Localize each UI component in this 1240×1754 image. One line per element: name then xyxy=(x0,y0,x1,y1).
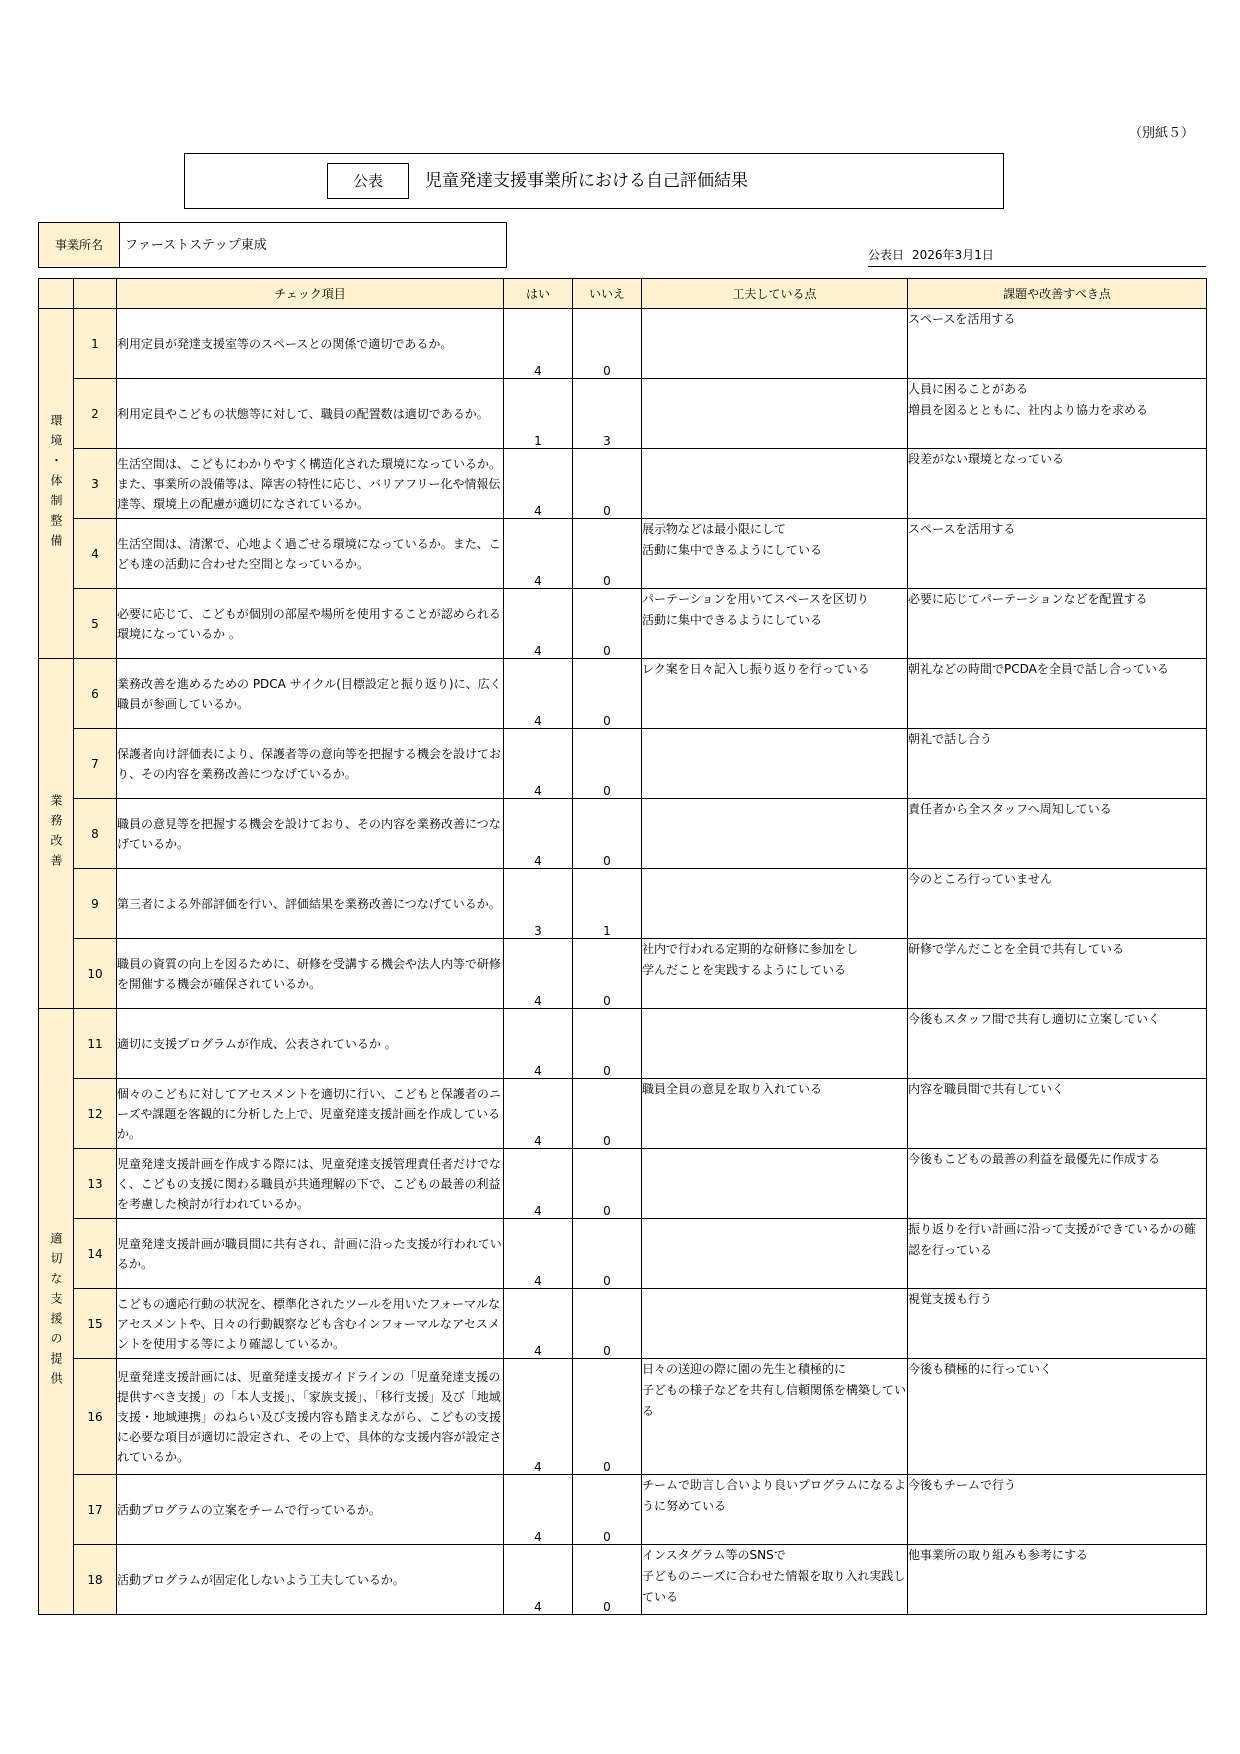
issues-text: 今後も積極的に行っていく xyxy=(908,1359,1207,1475)
issues-text: 研修で学んだことを全員で共有している xyxy=(908,939,1207,1009)
row-number: 3 xyxy=(74,449,117,519)
no-count: 0 xyxy=(573,659,642,729)
table-header-row xyxy=(39,279,1207,309)
table-row xyxy=(39,869,1207,939)
evaluation-table xyxy=(38,278,1207,1615)
publication-date-label: 公表日 xyxy=(868,248,905,262)
issues-text: 他事業所の取り組みも参考にする xyxy=(908,1545,1207,1615)
table-row xyxy=(39,309,1207,379)
good-points-text xyxy=(642,799,908,869)
yes-count: 4 xyxy=(504,1545,573,1615)
no-count: 0 xyxy=(573,1289,642,1359)
no-count: 0 xyxy=(573,1079,642,1149)
check-item-text: 保護者向け評価表により、保護者等の意向等を把握する機会を設けており、その内容を業務改善につなげているか。 xyxy=(117,729,504,799)
no-count: 0 xyxy=(573,729,642,799)
good-points-text: パーテーションを用いてスペースを区切り 活動に集中できるようにしている xyxy=(642,589,908,659)
table-row xyxy=(39,1545,1207,1615)
table-row xyxy=(39,1149,1207,1219)
issues-text: 振り返りを行い計画に沿って支援ができているかの確認を行っている xyxy=(908,1219,1207,1289)
no-count: 0 xyxy=(573,519,642,589)
issues-text: 人員に困ることがある 増員を図るとともに、社内より協力を求める xyxy=(908,379,1207,449)
issues-text: 内容を職員間で共有していく xyxy=(908,1079,1207,1149)
row-number: 18 xyxy=(74,1545,117,1615)
check-item-text: 生活空間は、清潔で、心地よく過ごせる環境になっているか。また、こども達の活動に合わせた空間となっているか。 xyxy=(117,519,504,589)
table-row xyxy=(39,1219,1207,1289)
good-points-text: 展示物などは最小限にして 活動に集中できるようにしている xyxy=(642,519,908,589)
check-item-text: 生活空間は、こどもにわかりやすく構造化された環境になっているか。また、事業所の設備等は、障害の特性に応じ、バリアフリー化や情報伝達等、環境上の配慮が適切になされているか。 xyxy=(117,449,504,519)
table-row xyxy=(39,379,1207,449)
table-row xyxy=(39,729,1207,799)
yes-count: 4 xyxy=(504,1475,573,1545)
table-row xyxy=(39,1289,1207,1359)
no-count: 0 xyxy=(573,1219,642,1289)
yes-count: 4 xyxy=(504,519,573,589)
table-row xyxy=(39,1475,1207,1545)
row-number: 10 xyxy=(74,939,117,1009)
table-row xyxy=(39,1079,1207,1149)
row-number: 4 xyxy=(74,519,117,589)
row-number: 13 xyxy=(74,1149,117,1219)
good-points-text xyxy=(642,449,908,519)
no-count: 0 xyxy=(573,309,642,379)
issues-text: 朝礼で話し合う xyxy=(908,729,1207,799)
row-number: 5 xyxy=(74,589,117,659)
no-count: 3 xyxy=(573,379,642,449)
yes-count: 4 xyxy=(504,939,573,1009)
yes-count: 4 xyxy=(504,1219,573,1289)
good-points-text: 社内で行われる定期的な研修に参加をし 学んだことを実践するようにしている xyxy=(642,939,908,1009)
table-row xyxy=(39,449,1207,519)
check-item-text: 適切に支援プログラムが作成、公表されているか 。 xyxy=(117,1009,504,1079)
table-row xyxy=(39,1359,1207,1475)
header-number xyxy=(74,279,117,309)
row-number: 12 xyxy=(74,1079,117,1149)
no-count: 0 xyxy=(573,1545,642,1615)
table-row xyxy=(39,799,1207,869)
issues-text: 必要に応じてパーテーションなどを配置する xyxy=(908,589,1207,659)
issues-text: 今のところ行っていません xyxy=(908,869,1207,939)
check-item-text: 児童発達支援計画が職員間に共有され、計画に沿った支援が行われているか。 xyxy=(117,1219,504,1289)
no-count: 0 xyxy=(573,1009,642,1079)
annex-label: （別紙５） xyxy=(1128,126,1194,141)
issues-text: 朝礼などの時間でPCDAを全員で話し合っている xyxy=(908,659,1207,729)
row-number: 7 xyxy=(74,729,117,799)
no-count: 0 xyxy=(573,1149,642,1219)
row-number: 6 xyxy=(74,659,117,729)
check-item-text: 児童発達支援計画には、児童発達支援ガイドラインの「児童発達支援の提供すべき支援」の「本人支援」、「家族支援」、「移行支援」及び「地域支援・地域連携」のねらい及び支援内容も踏まえながら、こどもの支援に必要な項目が適切に設定され、その上で、具体的な支援内容が設定されているか。 xyxy=(117,1359,504,1475)
good-points-text xyxy=(642,1149,908,1219)
check-item-text: こどもの適応行動の状況を、標準化されたツールを用いたフォーマルなアセスメントや、日々の行動観察なども含むインフォーマルなアセスメントを使用する等により確認しているか。 xyxy=(117,1289,504,1359)
no-count: 0 xyxy=(573,449,642,519)
yes-count: 1 xyxy=(504,379,573,449)
row-number: 16 xyxy=(74,1359,117,1475)
row-number: 14 xyxy=(74,1219,117,1289)
good-points-text: インスタグラム等のSNSで 子どものニーズに合わせた情報を取り入れ実践している xyxy=(642,1545,908,1615)
table-row xyxy=(39,1009,1207,1079)
yes-count: 4 xyxy=(504,1289,573,1359)
good-points-text xyxy=(642,1009,908,1079)
category-label: 適切な支援の提供 xyxy=(39,1009,74,1615)
no-count: 1 xyxy=(573,869,642,939)
office-box xyxy=(38,222,507,268)
publication-date-value: 2026年3月1日 xyxy=(912,248,994,262)
good-points-text xyxy=(642,309,908,379)
table-row xyxy=(39,589,1207,659)
issues-text: 視覚支援も行う xyxy=(908,1289,1207,1359)
category-label: 業務改善 xyxy=(39,659,74,1009)
good-points-text xyxy=(642,869,908,939)
table-row xyxy=(39,659,1207,729)
yes-count: 3 xyxy=(504,869,573,939)
check-item-text: 利用定員が発達支援室等のスペースとの関係で適切であるか。 xyxy=(117,309,504,379)
row-number: 17 xyxy=(74,1475,117,1545)
good-points-text xyxy=(642,1219,908,1289)
page-title: 児童発達支援事業所における自己評価結果 xyxy=(425,171,748,191)
yes-count: 4 xyxy=(504,1359,573,1475)
row-number: 11 xyxy=(74,1009,117,1079)
header-no: いいえ xyxy=(573,279,642,309)
issues-text: 今後もこどもの最善の利益を最優先に作成する xyxy=(908,1149,1207,1219)
issues-text: 今後もスタッフ間で共有し適切に立案していく xyxy=(908,1009,1207,1079)
good-points-text xyxy=(642,729,908,799)
category-label: 環境・体制整備 xyxy=(39,309,74,659)
check-item-text: 活動プログラムが固定化しないよう工夫しているか。 xyxy=(117,1545,504,1615)
no-count: 0 xyxy=(573,1475,642,1545)
no-count: 0 xyxy=(573,589,642,659)
title-box xyxy=(184,153,1004,209)
good-points-text: レク案を日々記入し振り返りを行っている xyxy=(642,659,908,729)
header-check-item: チェック項目 xyxy=(117,279,504,309)
check-item-text: 利用定員やこどもの状態等に対して、職員の配置数は適切であるか。 xyxy=(117,379,504,449)
header-yes: はい xyxy=(504,279,573,309)
yes-count: 4 xyxy=(504,1149,573,1219)
row-number: 15 xyxy=(74,1289,117,1359)
yes-count: 4 xyxy=(504,589,573,659)
check-item-text: 業務改善を進めるための PDCA サイクル(目標設定と振り返り)に、広く職員が参画しているか。 xyxy=(117,659,504,729)
row-number: 8 xyxy=(74,799,117,869)
yes-count: 4 xyxy=(504,729,573,799)
row-number: 2 xyxy=(74,379,117,449)
yes-count: 4 xyxy=(504,799,573,869)
issues-text: 段差がない環境となっている xyxy=(908,449,1207,519)
yes-count: 4 xyxy=(504,309,573,379)
good-points-text: 日々の送迎の際に園の先生と積極的に 子どもの様子などを共有し信頼関係を構築している xyxy=(642,1359,908,1475)
good-points-text: チームで助言し合いより良いプログラムになるように努めている xyxy=(642,1475,908,1545)
good-points-text xyxy=(642,379,908,449)
publication-badge: 公表 xyxy=(327,163,409,199)
office-name: ファーストステップ東成 xyxy=(125,238,267,253)
no-count: 0 xyxy=(573,939,642,1009)
row-number: 1 xyxy=(74,309,117,379)
office-label: 事業所名 xyxy=(39,223,120,267)
check-item-text: 必要に応じて、こどもが個別の部屋や場所を使用することが認められる環境になっているか 。 xyxy=(117,589,504,659)
check-item-text: 活動プログラムの立案をチームで行っているか。 xyxy=(117,1475,504,1545)
yes-count: 4 xyxy=(504,659,573,729)
yes-count: 4 xyxy=(504,449,573,519)
issues-text: スペースを活用する xyxy=(908,519,1207,589)
publication-date xyxy=(868,246,1206,267)
check-item-text: 職員の意見等を把握する機会を設けており、その内容を業務改善につなげているか。 xyxy=(117,799,504,869)
header-category xyxy=(39,279,74,309)
yes-count: 4 xyxy=(504,1079,573,1149)
yes-count: 4 xyxy=(504,1009,573,1079)
no-count: 0 xyxy=(573,1359,642,1475)
check-item-text: 個々のこどもに対してアセスメントを適切に行い、こどもと保護者のニーズや課題を客観的に分析した上で、児童発達支援計画を作成しているか。 xyxy=(117,1079,504,1149)
check-item-text: 第三者による外部評価を行い、評価結果を業務改善につなげているか。 xyxy=(117,869,504,939)
check-item-text: 職員の資質の向上を図るために、研修を受講する機会や法人内等で研修を開催する機会が確保されているか。 xyxy=(117,939,504,1009)
issues-text: 責任者から全スタッフへ周知している xyxy=(908,799,1207,869)
issues-text: スペースを活用する xyxy=(908,309,1207,379)
table-row xyxy=(39,519,1207,589)
table-row xyxy=(39,939,1207,1009)
issues-text: 今後もチームで行う xyxy=(908,1475,1207,1545)
header-good-points: 工夫している点 xyxy=(642,279,908,309)
check-item-text: 児童発達支援計画を作成する際には、児童発達支援管理責任者だけでなく、こどもの支援に関わる職員が共通理解の下で、こどもの最善の利益を考慮した検討が行われているか。 xyxy=(117,1149,504,1219)
header-issues: 課題や改善すべき点 xyxy=(908,279,1207,309)
good-points-text xyxy=(642,1289,908,1359)
row-number: 9 xyxy=(74,869,117,939)
no-count: 0 xyxy=(573,799,642,869)
good-points-text: 職員全員の意見を取り入れている xyxy=(642,1079,908,1149)
